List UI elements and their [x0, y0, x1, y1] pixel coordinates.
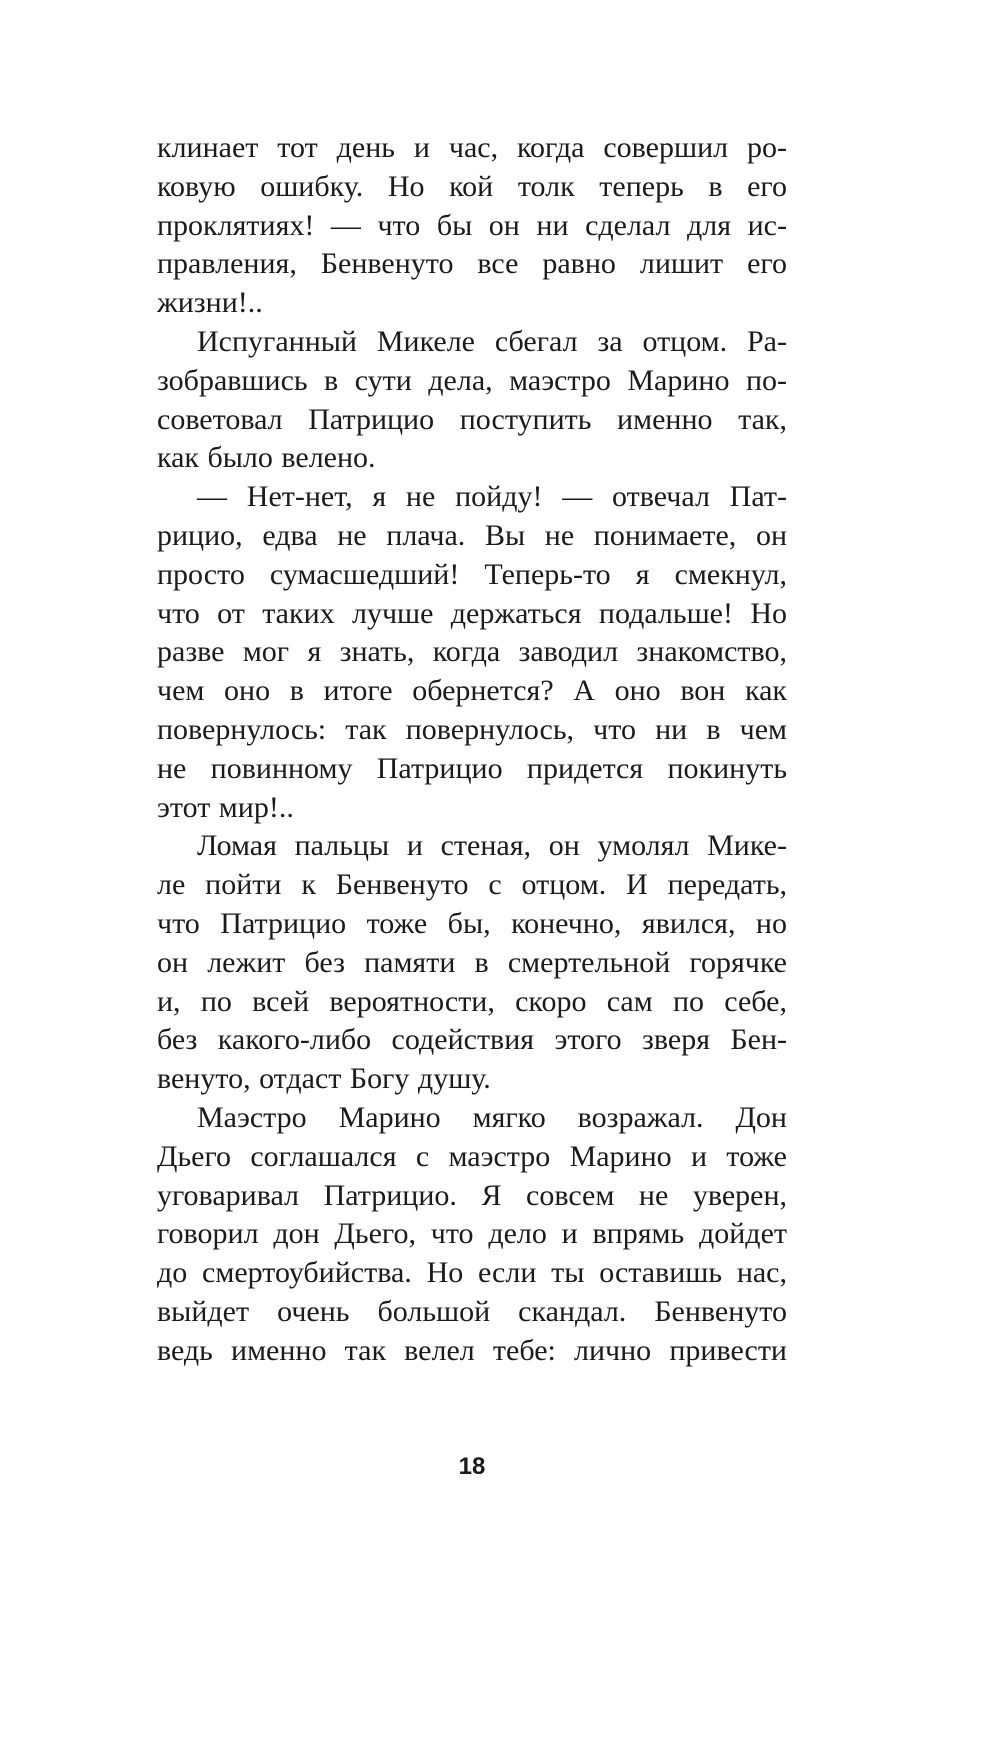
text-line: до смертоубийства. Но если ты оставишь нас, [157, 1256, 787, 1290]
text-line: рицио, едва не плача. Вы не понимаете, он [157, 518, 787, 552]
text-line: правления, Бенвенуто все равно лишит его [157, 247, 787, 281]
text-line: Ломая пальцы и стеная, он умолял Мике- [197, 829, 787, 863]
text-line: чем оно в итоге обернется? А оно вон как [157, 674, 787, 708]
text-line: повернулось: так повернулось, что ни в чем [157, 712, 787, 746]
text-line: уговаривал Патрицио. Я совсем не уверен, [157, 1178, 787, 1212]
paragraph [157, 827, 787, 1099]
paragraph [157, 478, 787, 827]
text-line: венуто, отдаст Богу душу. [157, 1062, 491, 1096]
text-line: ле пойти к Бенвенуто с отцом. И передать, [157, 868, 787, 902]
text-line: что от таких лучше держаться подальше! Но [157, 596, 787, 630]
text-line: что Патрицио тоже бы, конечно, явился, но [157, 906, 787, 940]
text-line: Дьего соглашался с маэстро Марино и тоже [157, 1139, 787, 1173]
text-line: клинает тот день и час, когда совершил ро- [157, 131, 787, 164]
text-line: Испуганный Микеле сбегал за отцом. Ра- [197, 324, 787, 358]
text-line: зобравшись в сути дела, маэстро Марино по- [157, 363, 787, 397]
text-line: выйдет очень большой скандал. Бенвенуто [157, 1294, 787, 1328]
text-line: Маэстро Марино мягко возражал. Дон [197, 1100, 787, 1134]
text-line: жизни!.. [157, 286, 263, 320]
text-line: ведь именно так велел тебе: лично привести [157, 1333, 787, 1367]
text-line: проклятиях! — что бы он ни сделал для ис- [157, 208, 787, 242]
text-line: — Нет-нет, я не пойду! — отвечал Пат- [197, 480, 787, 514]
text-line: говорил дон Дьего, что дело и впрямь дойдет [157, 1217, 787, 1251]
text-line: просто сумасшедший! Теперь-то я смекнул, [157, 557, 787, 591]
paragraph [157, 129, 787, 323]
paragraph [157, 323, 787, 478]
text-line: и, по всей вероятности, скоро сам по себе, [157, 984, 787, 1018]
text-line: он лежит без памяти в смертельной горячке [157, 945, 787, 979]
text-line: этот мир!.. [157, 790, 294, 824]
page-body-text [157, 129, 787, 1371]
text-line: советовал Патрицио поступить именно так, [157, 402, 787, 436]
text-line: не повинному Патрицио придется покинуть [157, 751, 787, 785]
text-line: без какого-либо содействия этого зверя Бен- [157, 1023, 787, 1057]
text-line: как было велено. [157, 441, 376, 475]
text-line: ковую ошибку. Но кой толк теперь в его [157, 169, 787, 203]
paragraph [157, 1099, 787, 1371]
text-line: разве мог я знать, когда заводил знакомство, [157, 635, 787, 669]
page-number: 18 [458, 1453, 486, 1480]
